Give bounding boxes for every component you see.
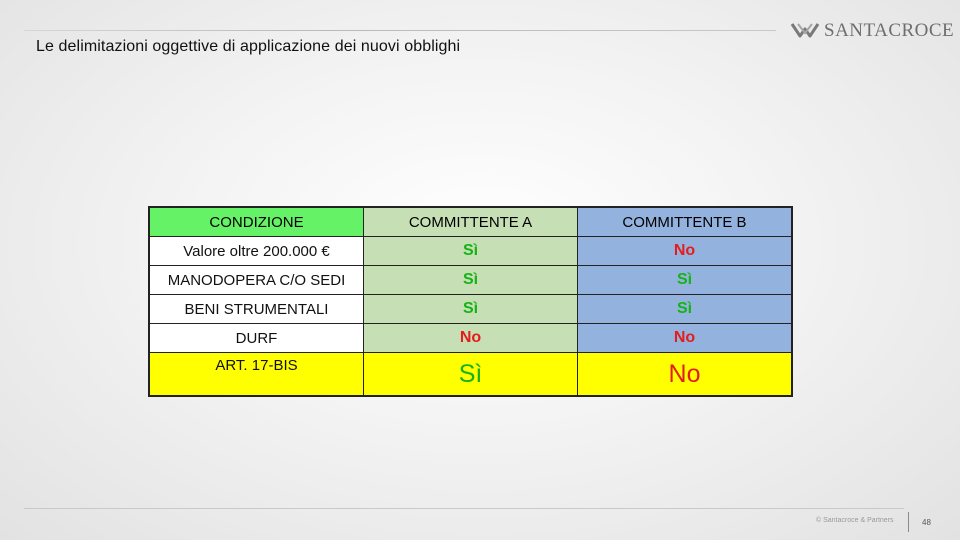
condition-cell: MANODOPERA C/O SEDI — [149, 266, 364, 295]
committente-b-value: Sì — [676, 271, 693, 288]
column-header-condition: CONDIZIONE — [149, 207, 364, 237]
conditions-table — [148, 206, 793, 397]
table-row-highlighted — [149, 353, 792, 397]
committente-a-value: Sì — [462, 271, 479, 288]
table-row — [149, 266, 792, 295]
company-logo — [790, 18, 954, 44]
table-row — [149, 324, 792, 353]
committente-b-value: No — [673, 242, 696, 259]
column-header-committente-a: COMMITTENTE A — [364, 207, 578, 237]
condition-cell: DURF — [149, 324, 364, 353]
table-row — [149, 295, 792, 324]
table-header-row — [149, 207, 792, 237]
footer-credit: © Santacroce & Partners — [816, 517, 894, 524]
column-header-committente-b: COMMITTENTE B — [578, 207, 793, 237]
table-row — [149, 237, 792, 266]
page-title: Le delimitazioni oggettive di applicazione dei nuovi obblighi — [36, 38, 461, 55]
page-number: 48 — [922, 518, 931, 527]
committente-a-value: Sì — [462, 242, 479, 259]
committente-b-value: Sì — [676, 300, 693, 317]
condition-cell: Valore oltre 200.000 € — [149, 237, 364, 266]
condition-cell: BENI STRUMENTALI — [149, 295, 364, 324]
footer-separator — [908, 512, 909, 532]
footer-divider — [24, 508, 904, 509]
committente-a-value: Sì — [462, 300, 479, 317]
committente-a-value: No — [459, 329, 482, 346]
committente-a-value: Sì — [458, 359, 483, 388]
logo-wordmark: SANTACROCE — [824, 20, 955, 41]
committente-b-value: No — [673, 329, 696, 346]
header-divider — [24, 30, 776, 31]
santacroce-logo-icon — [790, 20, 820, 42]
committente-b-value: No — [668, 359, 701, 388]
condition-cell: ART. 17-BIS — [149, 353, 364, 397]
